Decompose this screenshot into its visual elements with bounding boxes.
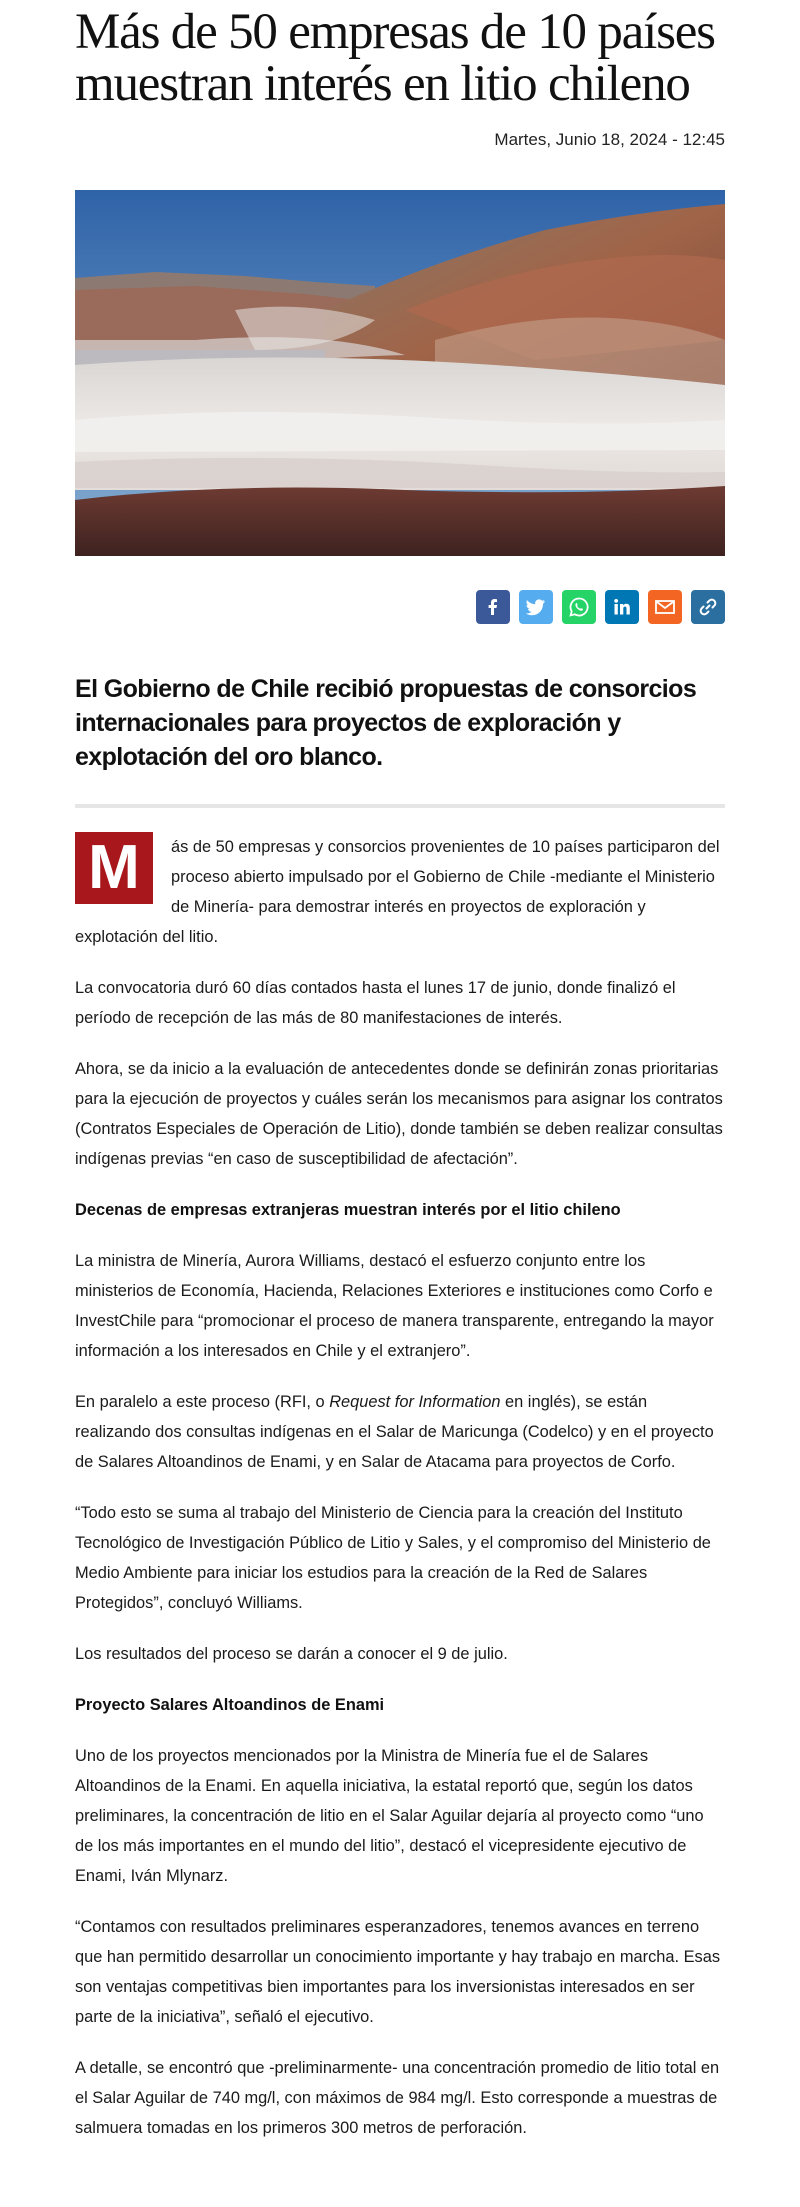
hero-image: [75, 190, 725, 556]
section-heading: Proyecto Salares Altoandinos de Enami: [75, 1696, 385, 1714]
article: [75, 0, 725, 2164]
paragraph: M ás de 50 empresas y consorcios provenientes de 10 países participaron del proceso abierto impulsado por el Gobierno de Chile -mediante el Ministerio de Minería- para demostrar interés en proyectos de exploración y explotación del litio.: [75, 833, 720, 946]
share-bar: [75, 590, 725, 624]
paragraph: La convocatoria duró 60 días contados hasta el lunes 17 de junio, donde finalizó el período de recepción de las más de 80 manifestaciones de interés.: [75, 979, 676, 1027]
article-lead: El Gobierno de Chile recibió propuestas de consorcios internacionales para proyectos de exploración y explotación del oro blanco.: [75, 675, 697, 771]
facebook-share-button[interactable]: [476, 590, 510, 624]
paragraph: “Contamos con resultados preliminares esperanzadores, tenemos avances en terreno que han permitido desarrollar un conocimiento importante y hay trabajo en marcha. Esas son ventajas competitivas bien importantes para los inversionistas interesados en ser parte de la iniciativa”, señaló el ejecutivo.: [75, 1918, 721, 2026]
paragraph: En paralelo a este proceso (RFI, o Request for Information en inglés), se están realizando dos consultas indígenas en el Salar de Maricunga (Codelco) y en el proyecto de Salares Altoandinos de Enami, y en Salar de Atacama para proyectos de Corfo.: [75, 1393, 714, 1471]
whatsapp-share-button[interactable]: [562, 590, 596, 624]
paragraph: Uno de los proyectos mencionados por la Ministra de Minería fue el de Salares Altoandinos de la Enami. En aquella iniciativa, la estatal reportó que, según los datos preliminares, la concentración de litio en el Salar Aguilar dejaría al proyecto como “uno de los más importantes en el mundo del litio”, destacó el vicepresidente ejecutivo de Enami, Iván Mlynarz.: [75, 1747, 704, 1885]
copy-link-button[interactable]: [691, 590, 725, 624]
email-icon: [654, 598, 676, 616]
email-share-button[interactable]: [648, 590, 682, 624]
link-icon: [697, 596, 719, 618]
twitter-share-button[interactable]: [519, 590, 553, 624]
paragraph: “Todo esto se suma al trabajo del Ministerio de Ciencia para la creación del Instituto Tecnológico de Investigación Público de Litio y Sales, y el compromiso del Ministerio de Medio Ambiente para iniciar los estudios para la creación de la Red de Salares Protegidos”, concluyó Williams.: [75, 1504, 711, 1612]
article-date: Martes, Junio 18, 2024 - 12:45: [494, 130, 725, 149]
paragraph: Los resultados del proceso se darán a conocer el 9 de julio.: [75, 1645, 508, 1663]
section-heading: Decenas de empresas extranjeras muestran interés por el litio chileno: [75, 1201, 621, 1219]
article-body: [75, 832, 725, 2143]
drop-cap: M: [75, 832, 153, 904]
twitter-icon: [525, 597, 547, 617]
paragraph: Ahora, se da inicio a la evaluación de antecedentes donde se definirán zonas prioritarias para la ejecución de proyectos y cuáles serán los mecanismos para asignar los contratos (Contratos Especiales de Operación de Litio), donde también se deben realizar consultas indígenas previas “en caso de susceptibilidad de afectación”.: [75, 1060, 723, 1168]
paragraph: A detalle, se encontró que -preliminarmente- una concentración promedio de litio total en el Salar Aguilar de 740 mg/l, con máximos de 984 mg/l. Esto corresponde a muestras de salmuera tomadas en los primeros 300 metros de perforación.: [75, 2059, 720, 2137]
paragraph: La ministra de Minería, Aurora Williams, destacó el esfuerzo conjunto entre los ministerios de Economía, Hacienda, Relaciones Exteriores e instituciones como Corfo e InvestChile para “promocionar el proceso de manera transparente, entregando la mayor información a los interesados en Chile y el extranjero”.: [75, 1252, 714, 1360]
divider: [75, 804, 725, 808]
whatsapp-icon: [568, 596, 590, 618]
facebook-icon: [483, 597, 503, 617]
article-title: Más de 50 empresas de 10 países muestran interés en litio chileno: [75, 4, 715, 112]
linkedin-share-button[interactable]: [605, 590, 639, 624]
linkedin-icon: [612, 597, 632, 617]
